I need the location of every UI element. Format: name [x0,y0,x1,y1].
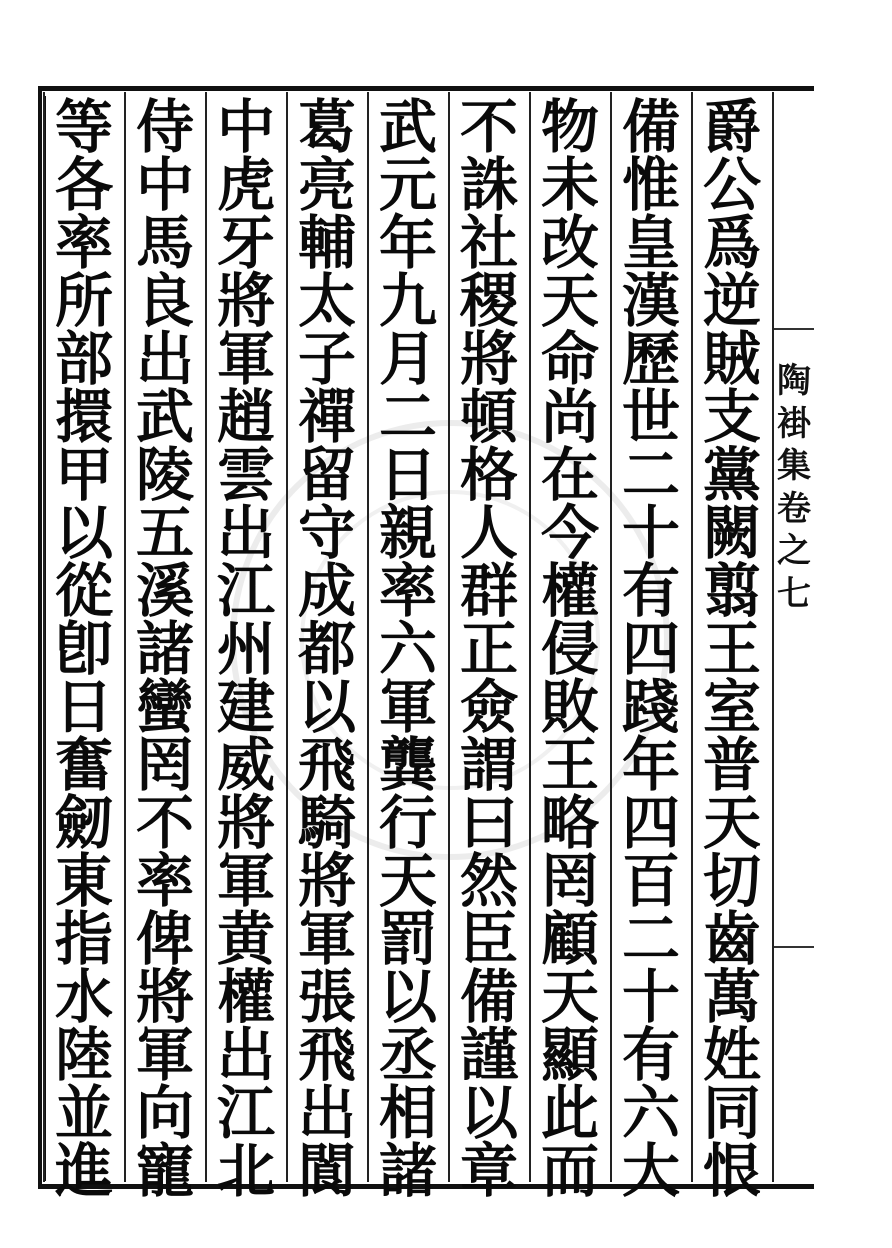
text-char: 而 [540,1137,599,1205]
text-char: 十 [621,499,680,567]
text-char: 蠻 [135,673,194,741]
text-char: 歷 [621,325,680,393]
text-char: 二 [621,441,680,509]
text-char: 軍 [216,847,275,915]
text-char: 出 [216,499,275,567]
text-char: 天 [378,847,437,915]
text-char: 以 [459,1079,518,1147]
text-column [128,93,202,1205]
text-char: 指 [54,905,113,973]
text-char: 十 [621,963,680,1031]
text-char: 爲 [702,209,761,277]
text-char: 王 [540,731,599,799]
text-char: 年 [621,731,680,799]
text-char: 萬 [702,963,761,1031]
text-char: 漢 [621,267,680,335]
text-char: 寵 [135,1137,194,1205]
text-char: 將 [297,847,356,915]
text-column [290,93,364,1205]
text-char: 謂 [459,731,518,799]
text-char: 留 [297,441,356,509]
text-column [452,93,526,1205]
text-char: 權 [540,557,599,625]
text-char: 誅 [459,151,518,219]
text-char: 日 [54,673,113,741]
text-char: 江 [216,1079,275,1147]
text-char: 軍 [216,325,275,393]
text-char: 甲 [54,441,113,509]
text-char: 四 [621,789,680,857]
margin-title-column [774,360,814,615]
text-column [47,93,121,1205]
text-char: 大 [621,1137,680,1205]
text-char: 罰 [378,905,437,973]
text-char: 東 [54,847,113,915]
text-char: 逆 [702,267,761,335]
text-char: 率 [378,557,437,625]
text-char: 威 [216,731,275,799]
text-char: 率 [54,209,113,277]
text-char: 社 [459,209,518,277]
text-char: 中 [135,151,194,219]
text-char: 趙 [216,383,275,451]
text-column [695,93,769,1205]
text-char: 並 [54,1079,113,1147]
text-column [371,93,445,1205]
margin-title-char: 陶 [777,361,811,401]
text-char: 親 [378,499,437,567]
text-char: 行 [378,789,437,857]
text-char: 權 [216,963,275,1031]
text-char: 守 [297,499,356,567]
text-char: 將 [216,267,275,335]
text-char: 出 [135,325,194,393]
column-rule [772,92,774,1182]
text-char: 卽 [54,615,113,683]
text-char: 諸 [378,1137,437,1205]
text-char: 諸 [135,615,194,683]
text-char: 軍 [135,1021,194,1089]
text-char: 所 [54,267,113,335]
text-char: 臣 [459,905,518,973]
text-char: 不 [459,93,518,161]
text-char: 四 [621,615,680,683]
text-char: 元 [378,151,437,219]
text-char: 江 [216,557,275,625]
text-char: 改 [540,209,599,277]
frame-left-border [38,86,42,1189]
column-rule [286,92,288,1182]
text-char: 支 [702,383,761,451]
text-char: 以 [378,963,437,1031]
text-char: 劒 [54,789,113,857]
text-char: 飛 [297,1021,356,1089]
text-char: 年 [378,209,437,277]
text-char: 稷 [459,267,518,335]
text-char: 公 [702,151,761,219]
text-char: 飛 [297,731,356,799]
column-rule [124,92,126,1182]
text-char: 軍 [378,673,437,741]
text-char: 曰 [459,789,518,857]
text-char: 亮 [297,151,356,219]
text-char: 不 [135,789,194,857]
text-char: 禪 [297,383,356,451]
text-char: 罔 [540,847,599,915]
text-char: 將 [216,789,275,857]
text-char: 人 [459,499,518,567]
text-char: 黨 [702,441,761,509]
text-char: 爵 [702,93,761,161]
text-char: 閬 [297,1137,356,1205]
text-char: 尚 [540,383,599,451]
text-char: 章 [459,1137,518,1205]
text-char: 今 [540,499,599,567]
text-char: 部 [54,325,113,393]
text-char: 格 [459,441,518,509]
text-char: 張 [297,963,356,1031]
text-char: 未 [540,151,599,219]
text-char: 恨 [702,1137,761,1205]
text-char: 雲 [216,441,275,509]
text-char: 陵 [135,441,194,509]
text-char: 北 [216,1137,275,1205]
text-char: 百 [621,847,680,915]
text-char: 率 [135,847,194,915]
column-rule [448,92,450,1182]
text-char: 牙 [216,209,275,277]
text-char: 姓 [702,1021,761,1089]
text-char: 將 [459,325,518,393]
text-char: 向 [135,1079,194,1147]
text-char: 踐 [621,673,680,741]
text-char: 在 [540,441,599,509]
column-rule [610,92,612,1182]
text-char: 有 [621,1021,680,1089]
margin-divider-bottom [774,946,814,948]
text-column [209,93,283,1205]
text-char: 軍 [297,905,356,973]
text-char: 皇 [621,209,680,277]
text-char: 將 [135,963,194,1031]
text-char: 陸 [54,1021,113,1089]
text-char: 僉 [459,673,518,741]
text-column [614,93,688,1205]
column-rule [691,92,693,1182]
text-char: 以 [54,499,113,567]
text-char: 出 [216,1021,275,1089]
text-char: 天 [540,267,599,335]
margin-title-char: 集 [777,446,811,486]
text-char: 黄 [216,905,275,973]
text-char: 進 [54,1137,113,1205]
text-char: 太 [297,267,356,335]
text-char: 良 [135,267,194,335]
text-char: 有 [621,557,680,625]
text-char: 奮 [54,731,113,799]
text-char: 備 [459,963,518,1031]
text-char: 翦 [702,557,761,625]
text-char: 都 [297,615,356,683]
text-char: 闕 [702,499,761,567]
text-char: 二 [378,383,437,451]
text-char: 馬 [135,209,194,277]
margin-title-char: 之 [777,531,811,571]
text-char: 罔 [135,731,194,799]
text-char: 虎 [216,151,275,219]
text-char: 騎 [297,789,356,857]
text-char: 室 [702,673,761,741]
column-rule [529,92,531,1182]
text-char: 從 [54,557,113,625]
text-char: 齒 [702,905,761,973]
frame-top-border [42,86,814,91]
text-char: 惟 [621,151,680,219]
text-char: 王 [702,615,761,683]
text-char: 月 [378,325,437,393]
margin-title-char: 七 [777,573,811,614]
text-char: 五 [135,499,194,567]
text-char: 敗 [540,673,599,741]
margin-title-char: 卷 [777,488,811,529]
text-char: 顧 [540,905,599,973]
text-char: 頓 [459,383,518,451]
text-char: 九 [378,267,437,335]
text-char: 略 [540,789,599,857]
text-char: 群 [459,557,518,625]
column-rule [205,92,207,1182]
margin-title-char: 褂 [777,403,811,444]
text-char: 侵 [540,615,599,683]
text-char: 葛 [297,93,356,161]
text-char: 二 [621,905,680,973]
text-char: 以 [297,673,356,741]
text-char: 州 [216,615,275,683]
column-rule [367,92,369,1182]
text-char: 中 [216,93,275,161]
text-char: 等 [54,93,113,161]
text-char: 武 [135,383,194,451]
column-rule [43,92,45,1182]
text-char: 各 [54,151,113,219]
text-char: 六 [378,615,437,683]
text-char: 溪 [135,557,194,625]
text-column [533,93,607,1205]
text-char: 水 [54,963,113,1031]
text-char: 成 [297,557,356,625]
text-char: 相 [378,1079,437,1147]
text-char: 出 [297,1079,356,1147]
text-char: 天 [702,789,761,857]
text-char: 顯 [540,1021,599,1089]
text-char: 龔 [378,731,437,799]
text-char: 俾 [135,905,194,973]
text-char: 命 [540,325,599,393]
text-char: 子 [297,325,356,393]
text-char: 擐 [54,383,113,451]
text-char: 然 [459,847,518,915]
margin-divider-top [774,328,814,330]
text-char: 日 [378,441,437,509]
text-char: 切 [702,847,761,915]
text-char: 普 [702,731,761,799]
text-char: 天 [540,963,599,1031]
text-char: 賊 [702,325,761,393]
text-char: 此 [540,1079,599,1147]
text-char: 世 [621,383,680,451]
text-char: 同 [702,1079,761,1147]
text-char: 物 [540,93,599,161]
text-char: 六 [621,1079,680,1147]
text-char: 正 [459,615,518,683]
text-char: 丞 [378,1021,437,1089]
text-char: 謹 [459,1021,518,1089]
text-char: 侍 [135,93,194,161]
text-char: 武 [378,93,437,161]
text-char: 備 [621,93,680,161]
text-char: 輔 [297,209,356,277]
text-char: 建 [216,673,275,741]
